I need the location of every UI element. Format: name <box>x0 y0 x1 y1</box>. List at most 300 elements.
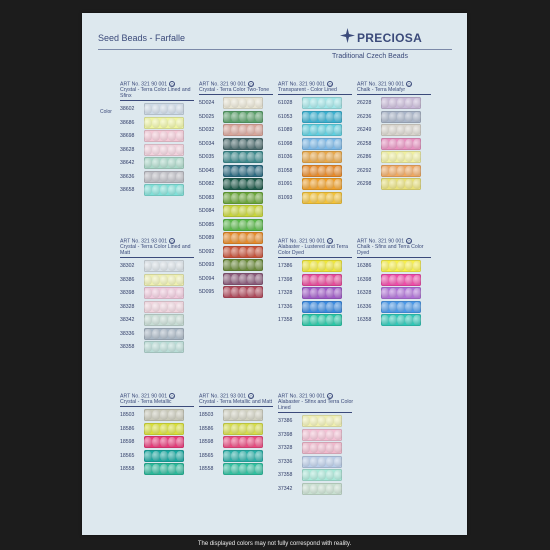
bead-swatch <box>302 456 342 468</box>
bead-shape <box>168 451 176 461</box>
bead-swatch <box>144 171 184 183</box>
bead-shape <box>310 112 318 122</box>
color-code: 5D024 <box>199 100 215 107</box>
bead-shape <box>381 98 389 108</box>
bead-shape <box>255 274 263 284</box>
bead-shape <box>405 139 413 149</box>
color-code: 5D089 <box>199 235 215 242</box>
series-subtitle: Alabaster - Lustered and Terra Color Dyed <box>278 244 348 257</box>
series-header <box>278 393 354 411</box>
preciosa-logo-icon <box>340 28 355 43</box>
bead-color-row <box>278 301 354 313</box>
bead-shape <box>413 288 421 298</box>
bead-shape <box>160 342 168 352</box>
bead-shape <box>231 287 239 297</box>
bead-shape <box>152 145 160 155</box>
bead-color-row <box>278 274 354 286</box>
bead-swatch <box>381 165 421 177</box>
bead-shape <box>318 275 326 285</box>
bead-shape <box>223 206 231 216</box>
bead-shape <box>389 125 397 135</box>
bead-shape <box>176 451 184 461</box>
bead-shape <box>389 275 397 285</box>
bead-swatch <box>302 274 342 286</box>
bead-swatch <box>381 260 421 272</box>
bead-shape <box>231 424 239 434</box>
color-code: 5D032 <box>199 127 215 134</box>
color-code: 38336 <box>120 330 135 337</box>
bead-shape <box>334 139 342 149</box>
bead-shape <box>168 118 176 128</box>
bead-shape <box>176 172 184 182</box>
bead-shape <box>389 98 397 108</box>
bead-shape <box>176 342 184 352</box>
bead-swatch <box>302 138 342 150</box>
bead-shape <box>247 424 255 434</box>
bead-shape <box>334 112 342 122</box>
bead-shape <box>255 260 263 270</box>
bead-shape <box>310 430 318 440</box>
bead-shape <box>397 179 405 189</box>
bead-shape <box>231 247 239 257</box>
bead-shape <box>247 233 255 243</box>
bead-shape <box>318 179 326 189</box>
bead-shape <box>318 166 326 176</box>
bead-swatch <box>381 287 421 299</box>
bead-shape <box>318 152 326 162</box>
bead-color-row <box>199 286 275 298</box>
bead-shape <box>239 464 247 474</box>
bead-color-row <box>199 165 275 177</box>
bead-color-row <box>357 124 433 136</box>
bead-color-row <box>199 138 275 150</box>
bead-shape <box>223 166 231 176</box>
bead-shape <box>334 152 342 162</box>
bead-color-row <box>278 178 354 190</box>
bead-shape <box>318 125 326 135</box>
bead-shape <box>318 430 326 440</box>
series-divider <box>120 100 194 101</box>
bead-shape <box>389 288 397 298</box>
bead-swatch <box>381 138 421 150</box>
bead-shape <box>231 179 239 189</box>
bead-color-row <box>278 469 354 481</box>
bead-swatch <box>144 423 184 435</box>
bead-color-row <box>120 103 196 115</box>
bead-shape <box>247 139 255 149</box>
bead-shape <box>239 166 247 176</box>
bead-shape <box>231 152 239 162</box>
bead-shape <box>326 275 334 285</box>
bead-shape <box>247 220 255 230</box>
bead-shape <box>176 275 184 285</box>
bead-swatch <box>302 97 342 109</box>
bead-shape <box>326 166 334 176</box>
bead-shape <box>334 166 342 176</box>
bead-swatch <box>223 178 263 190</box>
bead-color-row <box>278 111 354 123</box>
bead-shape <box>310 484 318 494</box>
bead-color-row <box>278 483 354 495</box>
bead-shape <box>168 329 176 339</box>
bead-shape <box>247 260 255 270</box>
series-header <box>120 238 196 256</box>
bead-shape <box>223 274 231 284</box>
finish-badge-icon: O <box>170 239 174 244</box>
bead-shape <box>318 139 326 149</box>
bead-shape <box>310 302 318 312</box>
bead-shape <box>310 315 318 325</box>
finish-badge-icon: O <box>328 394 332 399</box>
bead-shape <box>231 464 239 474</box>
bead-swatch <box>302 314 342 326</box>
finish-badge-icon: O <box>249 394 253 399</box>
bead-shape <box>176 261 184 271</box>
bead-color-row <box>278 287 354 299</box>
bead-shape <box>326 112 334 122</box>
disclaimer-text: The displayed colors may not fully correspond with reality. <box>197 541 352 547</box>
series-subtitle: Crystal - Terra Color Lined and Sfinx <box>120 87 191 100</box>
series-header <box>278 81 354 93</box>
bead-shape <box>144 315 152 325</box>
bead-shape <box>318 416 326 426</box>
color-code: 26236 <box>357 113 372 120</box>
bead-color-row <box>120 130 196 142</box>
finish-badge-icon: O <box>170 82 174 87</box>
bead-shape <box>302 261 310 271</box>
bead-swatch <box>381 274 421 286</box>
finish-badge-icon: O <box>328 239 332 244</box>
bead-shape <box>318 315 326 325</box>
bead-swatch <box>381 314 421 326</box>
bead-shape <box>255 166 263 176</box>
bead-shape <box>389 112 397 122</box>
bead-shape <box>239 152 247 162</box>
bead-color-row <box>357 138 433 150</box>
bead-shape <box>168 424 176 434</box>
article-number-text: ART No. 321 90 001 <box>278 81 326 88</box>
bead-shape <box>413 315 421 325</box>
color-code: 37342 <box>278 485 293 492</box>
bead-shape <box>334 98 342 108</box>
bead-shape <box>144 424 152 434</box>
bead-color-row <box>199 409 275 421</box>
bead-shape <box>381 302 389 312</box>
bead-swatch <box>302 165 342 177</box>
bead-shape <box>302 457 310 467</box>
bead-shape <box>389 179 397 189</box>
bead-shape <box>255 206 263 216</box>
bead-shape <box>152 288 160 298</box>
bead-shape <box>413 98 421 108</box>
bead-shape <box>160 275 168 285</box>
color-code: 18565 <box>120 452 135 459</box>
bead-shape <box>405 315 413 325</box>
color-code: 17358 <box>278 317 293 324</box>
header-divider <box>98 49 452 50</box>
finish-badge-icon: O <box>407 239 411 244</box>
bead-color-row <box>278 314 354 326</box>
bead-shape <box>334 275 342 285</box>
bead-shape <box>302 302 310 312</box>
bead-color-row <box>120 144 196 156</box>
bead-shape <box>152 261 160 271</box>
color-code: 5D035 <box>199 154 215 161</box>
article-number-text: ART No. 321 93 001 <box>199 393 247 400</box>
bead-shape <box>239 247 247 257</box>
bead-shape <box>318 484 326 494</box>
bead-shape <box>318 288 326 298</box>
bead-shape <box>144 145 152 155</box>
bead-swatch <box>144 117 184 129</box>
bead-shape <box>239 220 247 230</box>
bead-shape <box>310 261 318 271</box>
bead-shape <box>160 104 168 114</box>
bead-shape <box>152 158 160 168</box>
bead-color-row <box>120 409 196 421</box>
color-code: 37336 <box>278 458 293 465</box>
color-code: 37328 <box>278 445 293 452</box>
bead-color-row <box>120 463 196 475</box>
series-header <box>357 238 433 256</box>
bead-swatch <box>223 165 263 177</box>
article-number-text: ART No. 321 90 001 <box>278 238 326 245</box>
bead-swatch <box>144 144 184 156</box>
bead-color-row <box>199 423 275 435</box>
article-number-text: ART No. 321 90 001 <box>199 81 247 88</box>
bead-shape <box>326 302 334 312</box>
bead-shape <box>389 166 397 176</box>
bead-color-row <box>120 157 196 169</box>
bead-shape <box>144 158 152 168</box>
bead-shape <box>144 104 152 114</box>
color-code: 37386 <box>278 418 293 425</box>
bead-shape <box>326 416 334 426</box>
bead-shape <box>152 185 160 195</box>
bead-shape <box>223 179 231 189</box>
bead-shape <box>247 464 255 474</box>
bead-swatch <box>223 463 263 475</box>
bead-series-column <box>199 81 275 300</box>
bead-shape <box>247 98 255 108</box>
bead-shape <box>239 179 247 189</box>
bead-shape <box>223 112 231 122</box>
bead-shape <box>160 118 168 128</box>
bead-swatch <box>223 192 263 204</box>
bead-shape <box>326 152 334 162</box>
series-divider <box>278 412 352 413</box>
color-code: 5D045 <box>199 167 215 174</box>
article-number-text: ART No. 321 90 001 <box>278 393 326 400</box>
article-number-text: ART No. 321 93 001 <box>120 238 168 245</box>
bead-shape <box>255 287 263 297</box>
bead-swatch <box>144 341 184 353</box>
bead-shape <box>326 443 334 453</box>
article-number-text: ART No. 321 90 001 <box>120 393 168 400</box>
bead-shape <box>144 410 152 420</box>
bead-shape <box>334 484 342 494</box>
bead-swatch <box>381 124 421 136</box>
bead-color-row <box>120 450 196 462</box>
bead-swatch <box>144 450 184 462</box>
brand-tagline: Traditional Czech Beads <box>332 53 409 60</box>
color-code: 17386 <box>278 263 293 270</box>
bead-shape <box>302 179 310 189</box>
bead-shape <box>168 315 176 325</box>
bead-shape <box>231 166 239 176</box>
color-code: 5D085 <box>199 221 215 228</box>
bead-swatch <box>223 97 263 109</box>
bead-swatch <box>223 205 263 217</box>
bead-shape <box>144 275 152 285</box>
series-divider <box>199 94 273 95</box>
bead-color-row <box>278 138 354 150</box>
bead-shape <box>160 451 168 461</box>
color-code: 61028 <box>278 100 293 107</box>
bead-shape <box>318 193 326 203</box>
bead-shape <box>405 261 413 271</box>
bead-shape <box>160 145 168 155</box>
bead-shape <box>160 158 168 168</box>
bead-swatch <box>381 178 421 190</box>
bead-shape <box>334 430 342 440</box>
bead-shape <box>152 424 160 434</box>
bead-swatch <box>302 301 342 313</box>
bead-shape <box>247 206 255 216</box>
bead-color-row <box>120 184 196 196</box>
series-subtitle: Crystal - Terra Color Two-Tone <box>199 87 270 94</box>
bead-swatch <box>302 111 342 123</box>
color-code: 5D094 <box>199 275 215 282</box>
bead-shape <box>302 315 310 325</box>
bead-shape <box>168 275 176 285</box>
bead-shape <box>223 220 231 230</box>
color-code: 37358 <box>278 472 293 479</box>
color-code: 16386 <box>357 263 372 270</box>
bead-shape <box>247 247 255 257</box>
bead-shape <box>302 166 310 176</box>
bead-swatch <box>302 287 342 299</box>
bead-shape <box>326 315 334 325</box>
bead-swatch <box>381 111 421 123</box>
bead-shape <box>144 288 152 298</box>
bead-series-column <box>120 238 196 355</box>
bead-shape <box>239 206 247 216</box>
color-code: 61098 <box>278 140 293 147</box>
bead-shape <box>152 104 160 114</box>
bead-shape <box>405 166 413 176</box>
bead-shape <box>152 118 160 128</box>
bead-swatch <box>144 260 184 272</box>
bead-shape <box>318 457 326 467</box>
bead-shape <box>397 288 405 298</box>
bead-shape <box>381 112 389 122</box>
bead-shape <box>302 430 310 440</box>
bead-swatch <box>302 415 342 427</box>
bead-swatch <box>144 436 184 448</box>
bead-shape <box>152 437 160 447</box>
bead-shape <box>334 288 342 298</box>
bead-shape <box>168 131 176 141</box>
color-code: 5D025 <box>199 113 215 120</box>
bead-color-row <box>120 171 196 183</box>
series-header <box>199 393 275 405</box>
bead-shape <box>231 260 239 270</box>
bead-series-column <box>278 81 354 205</box>
bead-color-row <box>199 463 275 475</box>
bead-shape <box>231 274 239 284</box>
bead-shape <box>413 179 421 189</box>
finish-badge-icon: O <box>328 82 332 87</box>
bead-shape <box>381 315 389 325</box>
bead-shape <box>255 152 263 162</box>
bead-shape <box>334 315 342 325</box>
bead-shape <box>152 329 160 339</box>
bead-shape <box>255 220 263 230</box>
color-code: 5D084 <box>199 208 215 215</box>
bead-shape <box>231 410 239 420</box>
color-code: 38628 <box>120 146 135 153</box>
bead-shape <box>231 139 239 149</box>
bead-shape <box>405 125 413 135</box>
bead-shape <box>302 416 310 426</box>
bead-shape <box>239 112 247 122</box>
bead-shape <box>405 179 413 189</box>
series-divider <box>199 406 273 407</box>
bead-shape <box>247 274 255 284</box>
color-code: 18598 <box>199 439 214 446</box>
bead-shape <box>397 98 405 108</box>
bead-shape <box>239 437 247 447</box>
bead-color-row <box>278 456 354 468</box>
bead-shape <box>397 315 405 325</box>
bead-shape <box>152 131 160 141</box>
color-code: 18558 <box>120 466 135 473</box>
bead-swatch <box>381 97 421 109</box>
bead-shape <box>310 457 318 467</box>
bead-shape <box>302 275 310 285</box>
bead-shape <box>168 302 176 312</box>
bead-shape <box>255 112 263 122</box>
bead-swatch <box>302 178 342 190</box>
color-code: 38302 <box>120 263 135 270</box>
bead-shape <box>223 464 231 474</box>
bead-color-row <box>199 273 275 285</box>
bead-shape <box>152 315 160 325</box>
color-code: 61053 <box>278 113 293 120</box>
color-code: 5D095 <box>199 289 215 296</box>
bead-swatch <box>144 301 184 313</box>
bead-shape <box>326 484 334 494</box>
bead-swatch <box>223 259 263 271</box>
bead-shape <box>152 275 160 285</box>
bead-color-row <box>120 436 196 448</box>
bead-shape <box>389 315 397 325</box>
bead-color-row <box>199 151 275 163</box>
bead-shape <box>176 410 184 420</box>
bead-shape <box>255 247 263 257</box>
color-code: 5D083 <box>199 194 215 201</box>
bead-swatch <box>223 232 263 244</box>
bead-swatch <box>144 287 184 299</box>
bead-shape <box>168 437 176 447</box>
bead-color-row <box>199 111 275 123</box>
color-code: 26228 <box>357 100 372 107</box>
bead-series-column <box>278 393 354 496</box>
bead-swatch <box>302 442 342 454</box>
color-code: 38398 <box>120 290 135 297</box>
bead-shape <box>302 443 310 453</box>
